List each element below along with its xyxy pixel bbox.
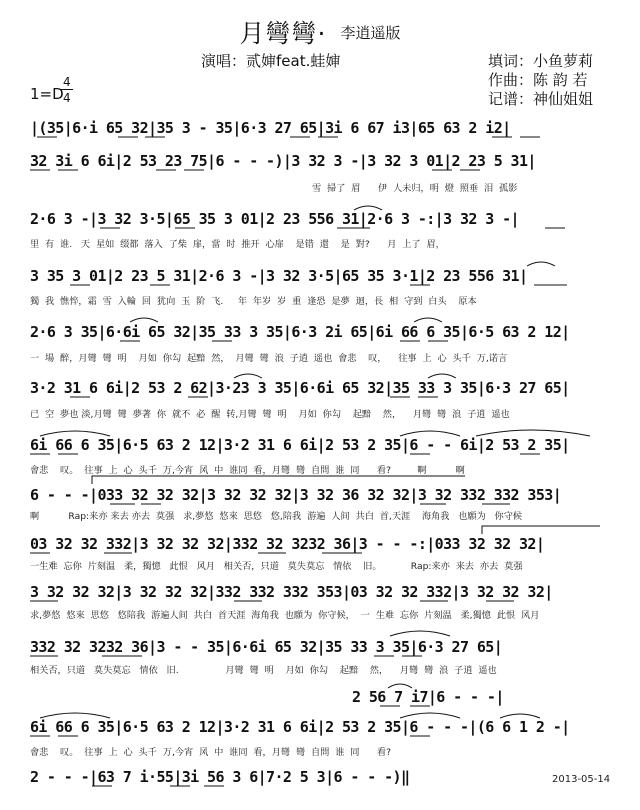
lyric-line: 獨 我 憔悴，霜 雪 入輪 回 犹向 玉 阶 飞. 年 年岁 岁 重 逢恐 是夢 迴，長 相 守到 白头 原本 [30,296,477,307]
notation-row: 32 3i 6 6i|2 53 23 75|6 - - -)|3 32 3 -|3 32 3 01|2 23 5 31| [30,152,536,170]
lyric-line: 啊 Rap:来亦 来去 亦去 莫强 求,夢悠 悠來 思悠 悠,陪我 游遍 人间 共白 首,天涯 海角我 也願为 你守候 [30,511,523,522]
notation-row: 3·2 31 6 6i|2 53 2 62|3·23 3 35|6·6i 65 32|35 33 3 35|6·3 27 65| [30,379,570,397]
time-signature-top: 4 [63,75,71,89]
lyricist-credit: 填词：小鱼萝莉 [488,52,594,70]
lyric-line: 求,夢悠 悠來 思悠 悠陪我 游遍人间 共白 首天涯 海角我 也願为 你守候， 一 生难 忘你 片刻温 柔,獨憶 此恨 风月 [30,610,540,621]
key-signature: 1=D [30,85,64,103]
time-signature-bottom: 4 [63,91,71,105]
lyric-line: 會悲 叹。 往事 上 心 头千 万,今宵 风 中 谁同 看，月彎 彎 自問 谁 同 看? 啊 啊 [30,465,465,476]
song-title: 月彎彎· 李逍遥版 [239,19,401,48]
notation-row: 6 - - -|033 32 32 32|3 32 32 32|3 32 36 32 32|3 32 332 332 353| [30,486,562,504]
transcriber-credit: 记谱：神仙姐姐 [488,90,594,108]
notation-row: 2 - - -|63 7 i·55|3i 56 3 6|7·2 5 3|6 - - -)‖ [30,768,410,786]
transcription-date: 2013-05-14 [552,774,611,785]
notation-row: 03 32 32 332|3 32 32 32|332 32 3232 36|3 - - -:|033 32 32 32| [30,535,545,553]
lyric-line: 會悲 叹。 往事 上 心 头千 万,今宵 风 中 谁同 看，月彎 彎 自問 谁 同 看? [30,747,391,758]
singer-credit: 演唱：贰婶feat.蛙婶 [201,52,341,70]
notation-row: 2·6 3 35|6·6i 65 32|35 33 3 35|6·3 2i 65|6i 66 6 35|6·5 63 2 12| [30,323,570,341]
notation-row: 3 35 3 01|2 23 5 31|2·6 3 -|3 32 3·5|65 35 3·1|2 23 556 31| [30,267,528,285]
composer-credit: 作曲：陈 韵 若 [488,71,588,89]
notation-row: 6i 66 6 35|6·5 63 2 12|3·2 31 6 6i|2 53 2 35|6 - - -|(6 6 1 2 -| [30,718,570,736]
notation-row: 2 56 7 i7|6 - - -| [352,688,504,706]
notation-row: 332 32 3232 36|3 - - 35|6·6i 65 32|35 33 3 35|6·3 27 65| [30,638,503,656]
version-label: 李逍遥版 [340,24,401,42]
notation-row: 3 32 32 32|3 32 32 32|332 332 332 353|03 32 32 332|3 32 32 32| [30,583,553,601]
lyric-line: 雪 掃了 眉 伊 人未归，明 燈 照垂 泪 孤影 [312,183,518,194]
lyric-line: 已 空 夢也 淡,月彎 彎 夢著 你 就不 必 醒 转,月彎 彎 明 月如 你勾 起黯 然， 月彎 彎 浪 子逍 遥也 [30,409,510,420]
notation-row: 2·6 3 -|3 32 3·5|65 35 3 01|2 23 556 31|2·6 3 -:|3 32 3 -| [30,210,519,228]
notation-row: |(35|6·i 65 32|35 3 - 35|6·3 27 65|3i 6 67 i3|65 63 2 i2| [30,119,511,137]
lyric-line: 一 場 醉，月彎 彎 明 月如 你勾 起黯 然， 月彎 彎 浪 子逍 遥也 會悲 叹， 往事 上 心 头千 万,诺言 [30,353,508,364]
lyric-line: 相关否，只道 莫失莫忘 情依 旧. 月彎 彎 明 月如 你勾 起黯 然， 月彎 彎 浪 子逍 遥也 [30,665,497,676]
notation-row: 6i 66 6 35|6·5 63 2 12|3·2 31 6 6i|2 53 2 35|6 - - 6i|2 53 2 35| [30,436,570,454]
lyric-line: 一生难 忘你 片刻温 柔，獨憶 此恨 风月 相关否，只道 莫失莫忘 情依 旧。 Rap:来亦 来去 亦去 莫强 [30,561,523,572]
lyric-line: 里 有 谁. 天 星如 缀都 落入 了柴 扉，當 时 推开 心扉 是错 還 是 對? 月 上了 眉， [30,239,445,250]
